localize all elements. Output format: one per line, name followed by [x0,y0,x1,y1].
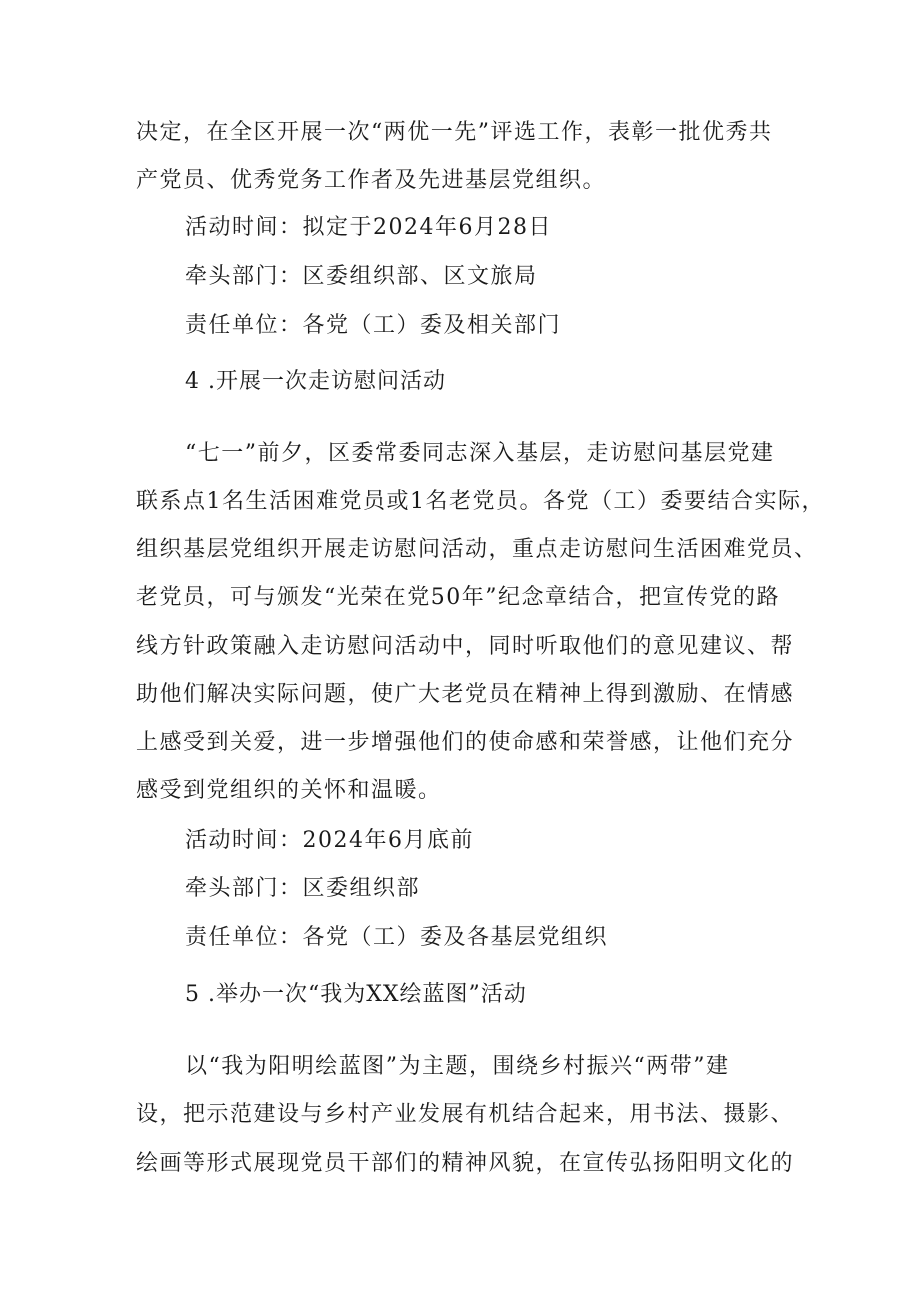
item3-responsible-unit: 责任单位：各党（工）委及相关部门 [185,313,562,338]
section4-line-5: 线方针政策融入走访慰问活动中，同时听取他们的意见建议、帮 [136,634,795,659]
section5-line-1: 以“我为阳明绘蓝图”为主题，围绕乡村振兴“两带”建 [185,1054,730,1079]
section4-activity-time: 活动时间：2024年6月底前 [185,828,474,853]
section4-line-8: 感受到党组织的关怀和温暖。 [136,778,442,803]
section4-heading: 4 .开展一次走访慰问活动 [185,369,446,394]
section5-line-2: 设，把示范建设与乡村产业发展有机结合起来，用书法、摄影、 [136,1102,795,1127]
section5-heading: 5 .举办一次“我为XX绘蓝图”活动 [185,982,527,1007]
section5-line-3: 绘画等形式展现党员干部们的精神风貌，在宣传弘扬阳明文化的 [136,1151,795,1176]
section4-line-4: 老党员，可与颁发“光荣在党50年”纪念章结合，把宣传党的路 [136,585,780,610]
item3-activity-time: 活动时间：拟定于2024年6月28日 [185,215,552,240]
section4-line-1: “七一”前夕，区委常委同志深入基层，走访慰问基层党建 [185,441,775,466]
intro-line-2: 产党员、优秀党务工作者及先进基层党组织。 [136,168,607,193]
intro-line-1: 决定，在全区开展一次“两优一先”评选工作，表彰一批优秀共 [136,120,773,145]
section4-responsible-unit: 责任单位：各党（工）委及各基层党组织 [185,925,609,950]
section4-line-2: 联系点1名生活困难党员或1名老党员。各党（工）委要结合实际， [136,489,825,514]
section4-line-6: 助他们解决实际问题，使广大老党员在精神上得到激励、在情感 [136,682,795,707]
section4-lead-department: 牵头部门：区委组织部 [185,876,421,901]
section4-line-3: 组织基层党组织开展走访慰问活动，重点走访慰问生活困难党员、 [136,537,818,562]
section4-line-7: 上感受到关爱，进一步增强他们的使命感和荣誉感，让他们充分 [136,730,795,755]
item3-lead-department: 牵头部门：区委组织部、区文旅局 [185,264,538,289]
